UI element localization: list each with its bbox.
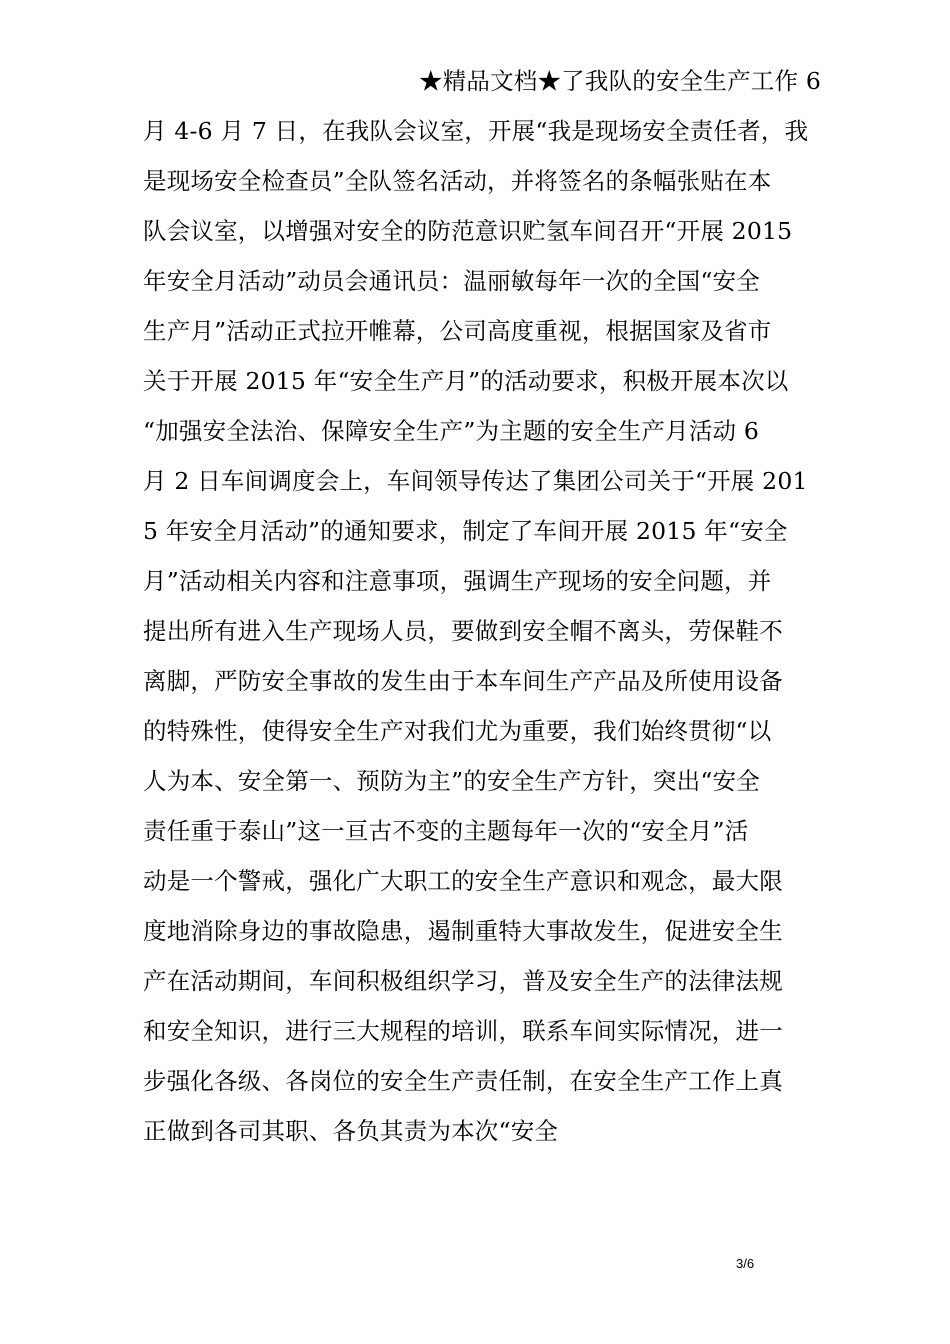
text-line-2: 月 4-6 月 7 日，在我队会议室，开展“我是现场安全责任者，我 [143,117,809,145]
text-line-16: 责任重于泰山”这一亘古不变的主题每年一次的“安全月”活 [143,817,749,845]
text-line-14: 的特殊性，使得安全生产对我们尤为重要，我们始终贯彻“以 [143,717,772,745]
text-line-21: 步强化各级、各岗位的安全生产责任制，在安全生产工作上真 [143,1067,783,1095]
text-line-17: 动是一个警戒，强化广大职工的安全生产意识和观念，最大限 [143,867,783,895]
body-text [143,58,823,1158]
text-line-1: ★精品文档★了我队的安全生产工作 6 [418,67,821,95]
text-line-11: 月”活动相关内容和注意事项，强调生产现场的安全问题，并 [143,567,772,595]
text-line-15: 人为本、安全第一、预防为主”的安全生产方针，突出“安全 [143,767,760,795]
text-line-6: 生产月”活动正式拉开帷幕，公司高度重视，根据国家及省市 [143,317,772,345]
text-line-20: 和安全知识，进行三大规程的培训，联系车间实际情况，进一 [143,1017,783,1045]
text-line-19: 产在活动期间，车间积极组织学习，普及安全生产的法律法规 [143,967,783,995]
text-line-9: 月 2 日车间调度会上，车间领导传达了集团公司关于“开展 201 [143,467,808,495]
text-line-12: 提出所有进入生产现场人员，要做到安全帽不离头，劳保鞋不 [143,617,783,645]
text-line-13: 离脚，严防安全事故的发生由于本车间生产产品及所使用设备 [143,667,783,695]
text-line-10: 5 年安全月活动”的通知要求，制定了车间开展 2015 年“安全 [143,517,788,545]
text-line-22: 正做到各司其职、各负其责为本次“安全 [143,1117,559,1145]
page-number: 3/6 [736,1256,755,1271]
text-line-5: 年安全月活动”动员会通讯员：温丽敏每年一次的全国“安全 [143,267,760,295]
text-line-8: “加强安全法治、保障安全生产”为主题的安全生产月活动 6 [143,417,760,445]
text-line-18: 度地消除身边的事故隐患，遏制重特大事故发生，促进安全生 [143,917,783,945]
text-line-3: 是现场安全检查员”全队签名活动，并将签名的条幅张贴在本 [143,167,772,195]
text-line-4: 队会议室，以增强对安全的防范意识贮氢车间召开“开展 2015 [143,217,793,245]
text-line-7: 关于开展 2015 年“安全生产月”的活动要求，积极开展本次以 [143,367,789,395]
